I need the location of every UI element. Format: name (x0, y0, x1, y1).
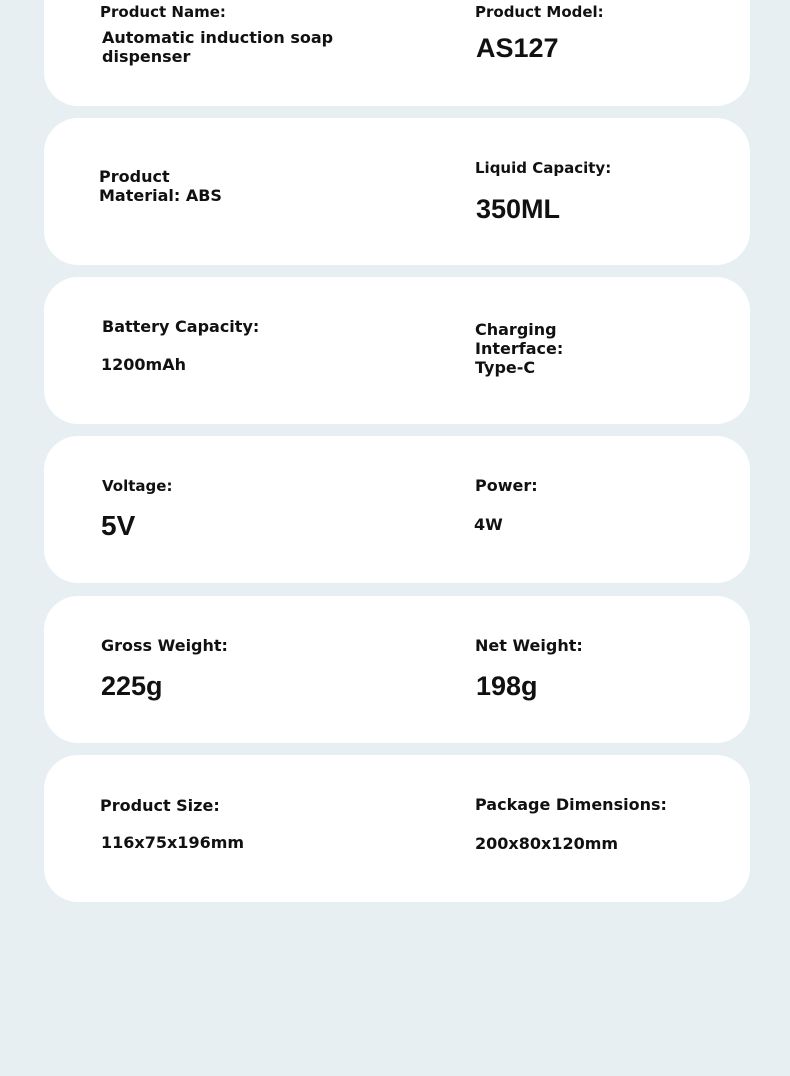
product-model-value: AS127 (476, 33, 559, 63)
gross-weight-label: Gross Weight: (101, 636, 228, 655)
product-name-label: Product Name: (100, 3, 226, 21)
battery-capacity-label: Battery Capacity: (102, 317, 260, 336)
spec-card-weights (44, 596, 750, 743)
battery-capacity-value: 1200mAh (101, 355, 186, 374)
product-size-label: Product Size: (100, 796, 220, 815)
product-size-value: 116x75x196mm (101, 833, 245, 852)
spec-card-sizes (44, 755, 750, 902)
product-model-label: Product Model: (475, 3, 604, 21)
voltage-value: 5V (101, 510, 136, 541)
product-material-value: Material: ABS (99, 186, 222, 205)
spec-card-voltage-power (44, 436, 750, 583)
charging-interface-value: Type-C (475, 358, 536, 377)
net-weight-value: 198g (476, 671, 538, 701)
liquid-capacity-label: Liquid Capacity: (475, 159, 612, 177)
voltage-label: Voltage: (102, 477, 173, 495)
net-weight-label: Net Weight: (475, 636, 583, 655)
package-dimensions-value: 200x80x120mm (475, 834, 619, 853)
power-label: Power: (475, 476, 538, 495)
gross-weight-value: 225g (101, 671, 163, 701)
spec-card-battery-charging (44, 277, 750, 424)
product-material-label: Product (99, 167, 170, 186)
spec-card-name-model (44, 0, 750, 106)
package-dimensions-label: Package Dimensions: (475, 795, 667, 814)
charging-interface-label-1: Charging (475, 320, 557, 339)
product-name-value: Automatic induction soap dispenser (102, 28, 334, 66)
liquid-capacity-value: 350ML (476, 194, 561, 224)
spec-card-material-capacity (44, 118, 750, 265)
power-value: 4W (474, 515, 503, 534)
charging-interface-label-2: Interface: (475, 339, 564, 358)
